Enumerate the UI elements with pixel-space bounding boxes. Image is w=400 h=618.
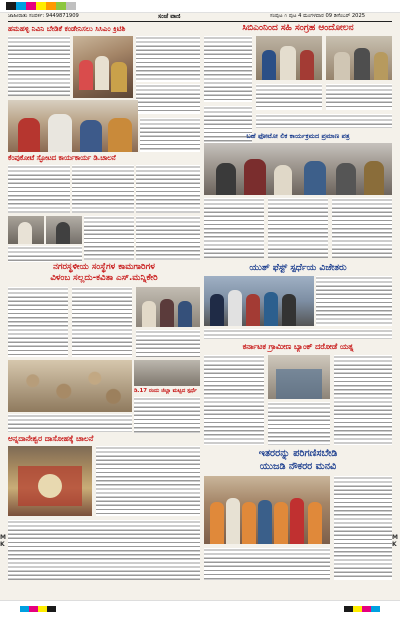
article-body [334, 476, 392, 580]
headline-consider-others: ಇತರರನ್ನು ಪರಿಗಣಿಸಬೇಡಿ [258, 448, 338, 459]
grain-sacks-photo [8, 360, 132, 412]
signature-drive-photo [256, 36, 322, 80]
headline-signature-campaign: ಸಿಬಿಎಂನಿಂದ ಸಹಿ ಸಂಗ್ರಹ ಆಂದೋಲನ [242, 23, 354, 33]
youth-fest-photo [204, 276, 314, 326]
seminar-photo [204, 143, 392, 195]
protest-photo [73, 36, 133, 98]
color-swatch [6, 2, 16, 10]
article-body [136, 330, 200, 357]
color-swatch [76, 2, 86, 10]
masthead-ad-contact: ಜಾಹೀರಾತು ಸಂಪರ್ಕ: 9449871909 [8, 13, 79, 19]
article-body [204, 548, 330, 580]
article-body [8, 246, 82, 262]
color-swatch [56, 2, 66, 10]
article-body [72, 165, 134, 213]
article-body [136, 84, 200, 114]
article-body [256, 84, 322, 110]
article-body [204, 198, 264, 258]
bottom-strip [0, 600, 400, 618]
bank-photo [268, 355, 330, 399]
headline-photo-program: ಬಹೆ ಫೋಟೋ ಲಿಕ ಕಾರ್ಯಕ್ರಮದ ಪ್ರಮಾಣ ಪತ್ರ [246, 132, 350, 140]
issue-date: ಸಂಪುಟ ೧ ಪುಟ 4 ಮಂಗಳವಾರ 09 ಡಿಸೆಂಬರ್ 2025 [270, 13, 366, 19]
article-body [204, 355, 264, 445]
article-body [134, 397, 200, 433]
headline-local-bodies-2: ವಿಳಂಬ ಸಲ್ಲದು-ಕವಿತಾ ಎಸ್.ಮನ್ನಿಕೇರಿ [50, 273, 158, 283]
headline-local-bodies: ನಗರಸ್ಥಳೀಯ ಸಂಸ್ಥೆಗಳ ಕಾಮಗಾರಿಗಳ [53, 262, 155, 272]
article-body [140, 118, 200, 152]
registration-mark: M K [392, 534, 398, 548]
article-body [8, 36, 70, 96]
headline-demand: ಹಮಹಳ್ಳಿ ನಿವಿನಿ ಬೇಡಿಕೆ ಕಂಡೇನಿಸಲು ಸಿಸಿಎಂ ಕ್ರಿಟಿಶಿ [8, 24, 126, 33]
color-swatch [26, 2, 36, 10]
headline-explosion: ಕೆಂಪುಕೋಟೆ ಸ್ಫೋಟದ ಕಾರ್ಯಕಾರ್ಯ ಡಿ.ಚಾಲನೆ [8, 154, 116, 162]
news-photo [134, 360, 200, 386]
article-body [204, 36, 252, 102]
color-swatch [16, 2, 26, 10]
article-body [256, 114, 392, 128]
article-body [326, 84, 392, 110]
meeting-photo [8, 100, 138, 152]
article-body [8, 414, 132, 432]
portrait-photo [46, 216, 82, 244]
color-swatch [36, 2, 46, 10]
event-photo [326, 36, 392, 80]
temple-photo [8, 446, 92, 516]
article-body [268, 402, 330, 445]
article-body [268, 198, 328, 258]
article-body [332, 198, 392, 258]
masthead [8, 12, 392, 21]
article-body [204, 329, 392, 339]
article-body [136, 216, 200, 260]
headline-bank-robbery: ಕರ್ನಾಟಕ ಗ್ರಾಮೀಣ ಬ್ಯಾಂಕ್ ದರೋಡೆ ಯತ್ನ [242, 342, 354, 351]
headline-competition: ಡಿ.17 ರಂದು ಜಿಲ್ಲಾ ಮಟ್ಟದ ಸ್ಪರ್ಧೆ [134, 388, 197, 394]
color-swatch [46, 2, 56, 10]
article-body [136, 165, 200, 213]
headline-dasoha: ಅನ್ನದಾನೇಶ್ವರ ದಾಸೋಹಕ್ಕೆ ಚಾಲನೆ [8, 434, 94, 443]
article-body [8, 287, 68, 357]
article-body [8, 165, 70, 213]
headline-youth-fest: ಯುತ್ ಫೆಸ್ಟ್ ಸ್ಪರ್ಧೆಯ ವಿಜೇತರು [249, 263, 347, 273]
registration-mark: M K [0, 534, 6, 548]
article-body [96, 446, 200, 516]
employees-petition-photo [204, 476, 330, 544]
article-body [136, 36, 200, 82]
article-body [72, 287, 132, 357]
article-body [334, 355, 392, 445]
portrait-photo [8, 216, 44, 244]
official-meeting-photo [136, 287, 200, 327]
article-body [84, 216, 134, 260]
newspaper-name: ಸಂಜೆ ವಾಣಿ [158, 13, 181, 20]
article-body [8, 520, 200, 580]
color-swatch [66, 2, 76, 10]
headline-employees-petition: ಯುಜಡಿ ನೌಕರರ ಮನವಿ [259, 461, 337, 472]
article-body [316, 276, 392, 326]
